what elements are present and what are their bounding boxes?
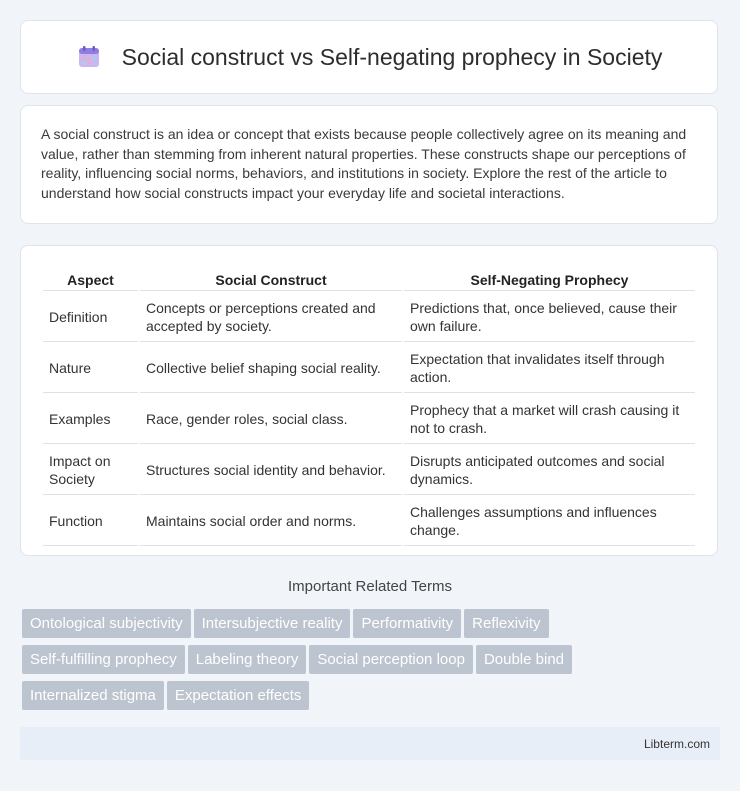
related-term-tag[interactable]: Ontological subjectivity [22, 609, 191, 638]
related-terms-list [22, 609, 722, 717]
aspect-cell: Impact on Society [43, 446, 138, 495]
aspect-cell: Examples [43, 395, 138, 444]
table-row [43, 395, 695, 444]
related-term-tag[interactable]: Social perception loop [309, 645, 473, 674]
social-construct-cell: Collective belief shaping social reality. [140, 344, 402, 393]
table-row [43, 293, 695, 342]
related-term-tag[interactable]: Reflexivity [464, 609, 548, 638]
related-term-tag[interactable]: Double bind [476, 645, 572, 674]
header-social-construct: Social Construct [140, 268, 402, 291]
aspect-cell: Nature [43, 344, 138, 393]
social-construct-cell: Maintains social order and norms. [140, 497, 402, 546]
self-negating-cell: Challenges assumptions and influences change. [404, 497, 695, 546]
self-negating-cell: Disrupts anticipated outcomes and social dynamics. [404, 446, 695, 495]
table-row [43, 446, 695, 495]
intro-card [20, 105, 718, 224]
comparison-card [20, 245, 718, 556]
social-construct-cell: Structures social identity and behavior. [140, 446, 402, 495]
social-construct-cell: Concepts or perceptions created and accepted by society. [140, 293, 402, 342]
intro-text: A social construct is an idea or concept that exists because people collectively agree on its meaning and value, rather than stemming from inherent natural properties. These constructs shape our perceptions of reality, influencing social norms, behaviors, and institutions in society. Explore the rest of the article to understand how social constructs impact your everyday life and societal interactions. [41, 126, 687, 201]
footer [20, 727, 720, 760]
header-card [20, 20, 718, 94]
self-negating-cell: Prophecy that a market will crash causing it not to crash. [404, 395, 695, 444]
related-term-tag[interactable]: Self-fulfilling prophecy [22, 645, 185, 674]
self-negating-cell: Expectation that invalidates itself through action. [404, 344, 695, 393]
self-negating-cell: Predictions that, once believed, cause their own failure. [404, 293, 695, 342]
header-self-negating-prophecy: Self-Negating Prophecy [404, 268, 695, 291]
table-header-row [43, 268, 695, 291]
table-row [43, 497, 695, 546]
related-term-tag[interactable]: Labeling theory [188, 645, 307, 674]
footer-site-link[interactable]: Libterm.com [643, 737, 710, 751]
page-title: Social construct vs Self-negating prophecy in Society [121, 43, 663, 70]
related-term-tag[interactable]: Performativity [353, 609, 461, 638]
social-construct-cell: Race, gender roles, social class. [140, 395, 402, 444]
header-aspect: Aspect [43, 268, 138, 291]
related-terms-title: Important Related Terms [288, 578, 452, 595]
comparison-table [41, 266, 697, 548]
related-term-tag[interactable]: Intersubjective reality [194, 609, 351, 638]
calendar-icon [76, 44, 102, 70]
related-term-tag[interactable]: Internalized stigma [22, 681, 164, 710]
aspect-cell: Function [43, 497, 138, 546]
table-row [43, 344, 695, 393]
aspect-cell: Definition [43, 293, 138, 342]
related-term-tag[interactable]: Expectation effects [167, 681, 309, 710]
